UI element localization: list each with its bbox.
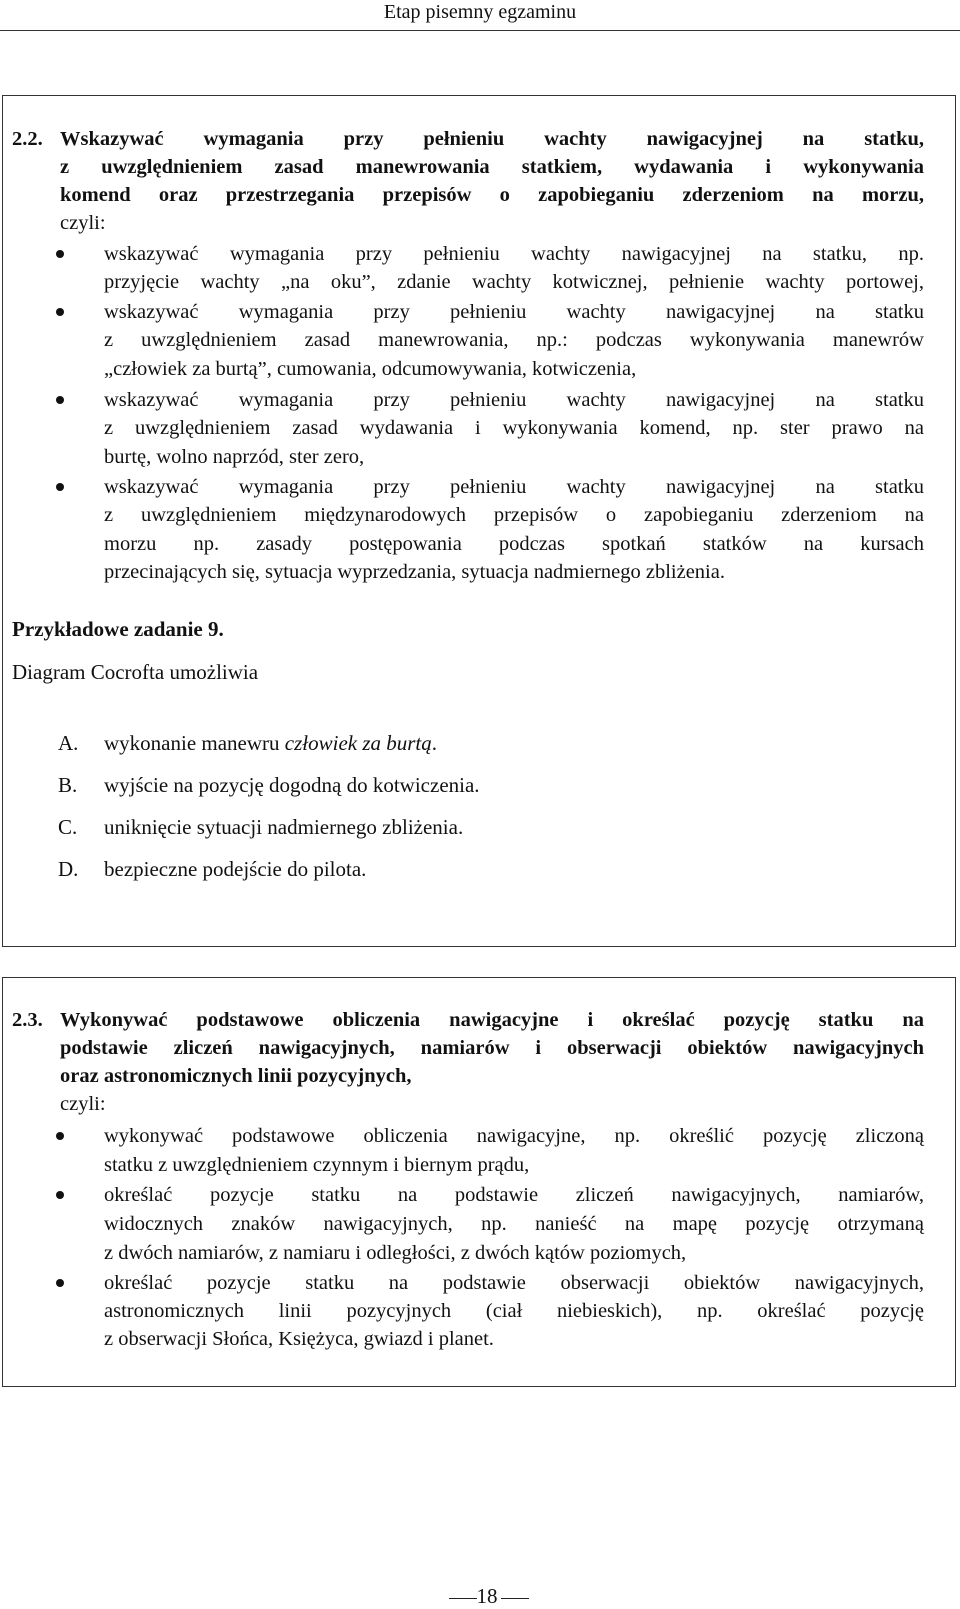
bullet-icon [56, 483, 64, 491]
section-title-line: podstawie zliczeń nawigacyjnych, namiarów i obserwacji obiektów nawigacyjnych [60, 1037, 924, 1059]
page-header-title: Etap pisemny egzaminu [383, 1, 577, 23]
option-c-text: uniknięcie sytuacji nadmiernego zbliżenia. [104, 815, 464, 839]
list-item-line: wskazywać wymagania przy pełnieniu wachty nawigacyjnej na statku [104, 389, 924, 411]
section-title-line: Wykonywać podstawowe obliczenia nawigacyjne i określać pozycję statku na [60, 1009, 924, 1031]
section-czyli: czyli: [60, 1093, 106, 1115]
option-text-plain: wykonanie manewru [104, 731, 285, 755]
option-a-text [104, 731, 437, 756]
section-title-line: Wskazywać wymagania przy pełnieniu wachty nawigacyjnej na statku, [60, 128, 924, 150]
bullet-icon [56, 1191, 64, 1199]
list-item-line: z dwóch namiarów, z namiaru i odległości, z dwóch kątów poziomych, [104, 1242, 687, 1264]
list-item-line: z uwzględnieniem zasad manewrowania, np.: podczas wykonywania manewrów [104, 329, 924, 351]
page-number-dash [501, 1598, 529, 1599]
option-d-text: bezpieczne podejście do pilota. [104, 857, 367, 881]
list-item-line: wskazywać wymagania przy pełnieniu wachty nawigacyjnej na statku, np. [104, 243, 924, 265]
example-question: Diagram Cocrofta umożliwia [12, 660, 259, 684]
option-letter: B. [58, 773, 78, 797]
list-item-line: „człowiek za burtą”, cumowania, odcumowywania, kotwiczenia, [104, 358, 637, 380]
list-item-line: określać pozycje statku na podstawie obserwacji obiektów nawigacyjnych, [104, 1272, 924, 1294]
option-letter: A. [58, 731, 79, 755]
example-task-title: Przykładowe zadanie 9. [12, 617, 224, 641]
section-czyli: czyli: [60, 212, 106, 234]
list-item-line: morzu np. zasady postępowania podczas spotkań statków na kursach [104, 533, 924, 555]
section-number: 2.2. [12, 128, 43, 150]
list-item-line: widocznych znaków nawigacyjnych, np. nanieść na mapę pozycję otrzymaną [104, 1213, 924, 1235]
option-b-text: wyjście na pozycję dogodną do kotwiczenia. [104, 773, 480, 797]
page-number: 18 [476, 1584, 498, 1608]
header-divider [0, 30, 960, 31]
bullet-icon [56, 1279, 64, 1287]
bullet-icon [56, 396, 64, 404]
list-item-line: wykonywać podstawowe obliczenia nawigacyjne, np. określić pozycję zliczoną [104, 1125, 924, 1147]
bullet-icon [56, 250, 64, 258]
list-item-line: wskazywać wymagania przy pełnieniu wachty nawigacyjnej na statku [104, 301, 924, 323]
list-item-line: burtę, wolno naprzód, ster zero, [104, 446, 365, 468]
section-number: 2.3. [12, 1009, 43, 1031]
option-text-end: . [431, 731, 438, 755]
list-item-line: z obserwacji Słońca, Księżyca, gwiazd i planet. [104, 1328, 494, 1350]
list-item-line: określać pozycje statku na podstawie zliczeń nawigacyjnych, namiarów, [104, 1184, 924, 1206]
list-item-line: przyjęcie wachty „na oku”, zdanie wachty kotwicznej, pełnienie wachty portowej, [104, 271, 924, 293]
list-item-line: z uwzględnieniem zasad wydawania i wykonywania komend, np. ster prawo na [104, 417, 924, 439]
list-item-line: przecinających się, sytuacja wyprzedzania, sytuacja nadmiernego zbliżenia. [104, 561, 725, 583]
list-item-line: wskazywać wymagania przy pełnieniu wachty nawigacyjnej na statku [104, 476, 924, 498]
option-text-italic: człowiek za burtą [284, 731, 432, 755]
bullet-icon [56, 1132, 64, 1140]
option-letter: C. [58, 815, 78, 839]
section-title-line: komend oraz przestrzegania przepisów o zapobieganiu zderzeniom na morzu, [60, 184, 924, 206]
list-item-line: astronomicznych linii pozycyjnych (ciał niebieskich), np. określać pozycję [104, 1300, 924, 1322]
section-title-line: z uwzględnieniem zasad manewrowania statkiem, wydawania i wykonywania [60, 156, 924, 178]
bullet-icon [56, 308, 64, 316]
list-item-line: statku z uwzględnieniem czynnym i biernym prądu, [104, 1154, 530, 1176]
option-letter: D. [58, 857, 79, 881]
list-item-line: z uwzględnieniem międzynarodowych przepisów o zapobieganiu zderzeniom na [104, 504, 924, 526]
section-title-line: oraz astronomicznych linii pozycyjnych, [60, 1065, 412, 1087]
